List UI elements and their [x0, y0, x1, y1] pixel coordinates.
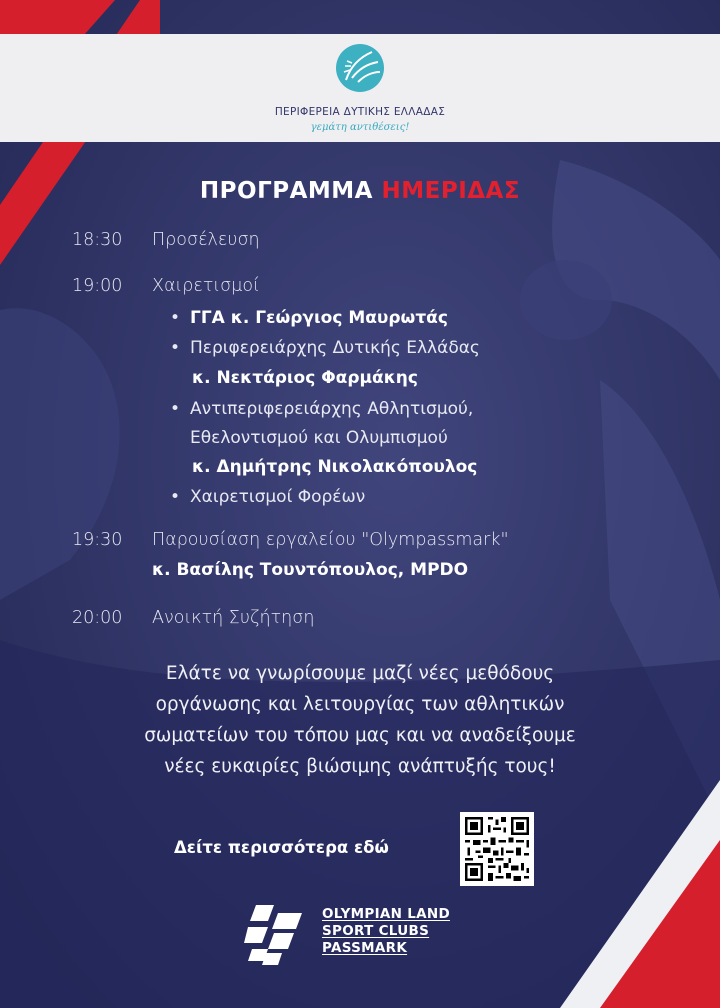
brand-line: PASSMARK — [322, 940, 408, 956]
bullet-dot: • — [170, 308, 181, 328]
invitation-line: νέες ευκαιρίες βιώσιμης ανάπτυξής τους! — [164, 756, 556, 777]
schedule-row — [72, 276, 260, 296]
title-part-1: ΠΡΟΓΡΑΜΜΑ — [199, 178, 373, 204]
schedule-label: Παρουσίαση εργαλείου "Olympassmark" — [152, 530, 509, 550]
greeting-item-2-role: Περιφερειάρχης Δυτικής Ελλάδας — [190, 338, 480, 358]
brand-line: OLYMPIAN LAND — [322, 906, 451, 922]
invitation-text — [80, 658, 640, 782]
laurel-ring-logo-icon — [332, 42, 388, 94]
presenter-name: κ. Βασίλης Τουντόπουλος, MPDO — [152, 560, 469, 580]
schedule-time: 18:30 — [72, 230, 123, 250]
qr-code-icon[interactable] — [460, 812, 534, 886]
greeting-item-3-role-1: Αντιπεριφερειάρχης Αθλητισμού, — [190, 399, 474, 419]
greeting-item-4: Χαιρετισμοί Φορέων — [190, 487, 366, 507]
region-slogan: γεμάτη αντιθέσεις! — [310, 122, 410, 133]
bullet-dot: • — [170, 487, 181, 507]
brand-wordmark — [322, 906, 450, 957]
passmark-blocks-logo-icon — [244, 903, 308, 967]
greeting-item-3-role-2: Εθελοντισμού και Ολυμπισμού — [190, 428, 448, 448]
invitation-line: σωματείων του τόπου μας και να αναδείξουμε — [144, 725, 576, 746]
schedule-label: Χαιρετισμοί — [152, 276, 260, 296]
bullet-dot: • — [170, 338, 181, 358]
bullet-dot: • — [170, 399, 181, 419]
greeting-item-1: ΓΓΑ κ. Γεώργιος Μαυρωτάς — [190, 308, 448, 328]
schedule-label: Ανοικτή Συζήτηση — [152, 608, 315, 628]
schedule-row — [72, 230, 260, 250]
see-more-text: Δείτε περισσότερα εδώ — [174, 838, 389, 857]
brand-line: SPORT CLUBS — [322, 923, 430, 939]
invitation-line: Ελάτε να γνωρίσουμε μαζί νέες μεθόδους — [165, 663, 555, 684]
schedule-row — [72, 608, 314, 628]
greeting-item-2-name: κ. Νεκτάριος Φαρμάκης — [192, 368, 418, 388]
schedule-row — [72, 530, 509, 550]
greeting-item-3-name: κ. Δημήτρης Νικολακόπουλος — [192, 457, 478, 477]
schedule-time: 20:00 — [72, 608, 123, 628]
invitation-line: οργάνωσης και λειτουργίας των αθλητικών — [155, 694, 565, 715]
schedule-time: 19:30 — [72, 530, 123, 550]
title-part-2: ΗΜΕΡΙΔΑΣ — [381, 178, 521, 204]
schedule-time: 19:00 — [72, 276, 123, 296]
region-name: ΠΕΡΙΦΕΡΕΙΑ ΔΥΤΙΚΗΣ ΕΛΛΑΔΑΣ — [274, 106, 446, 118]
page-title — [0, 178, 720, 204]
schedule-label: Προσέλευση — [152, 230, 260, 250]
